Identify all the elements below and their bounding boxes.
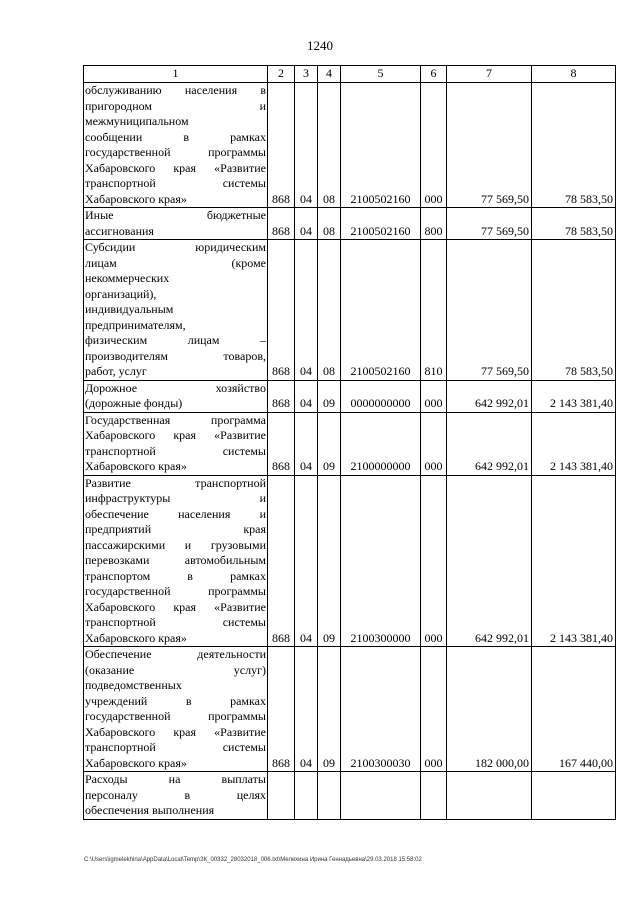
amount-year-2: 2 143 381,40 xyxy=(532,475,616,647)
subsection-code: 09 xyxy=(318,647,341,772)
subsection-code: 08 xyxy=(318,83,341,208)
description-line: Субсидии юридическим xyxy=(85,240,266,254)
expense-type-code: 000 xyxy=(421,475,447,647)
column-header: 8 xyxy=(532,66,616,83)
subsection-code: 09 xyxy=(318,412,341,475)
subsection-code: 08 xyxy=(318,240,341,381)
description-line: Хабаровского края «Развитие xyxy=(85,428,266,442)
expense-description xyxy=(84,772,268,820)
description-line: Хабаровского края «Развитие xyxy=(85,160,266,175)
description-line: государственной программы xyxy=(85,709,266,723)
expense-type-code: 000 xyxy=(421,380,447,412)
expense-description xyxy=(84,475,268,647)
section-code: 04 xyxy=(295,647,318,772)
description-line: обеспечения выполнения xyxy=(85,803,215,817)
budget-table xyxy=(83,65,616,820)
column-header: 2 xyxy=(268,66,295,83)
description-line: индивидуальным xyxy=(85,302,174,316)
expense-type-code: 000 xyxy=(421,83,447,208)
section-code: 04 xyxy=(295,208,318,240)
expense-type-code: 000 xyxy=(421,412,447,475)
description-line: персоналу в целях xyxy=(85,787,266,802)
amount-year-1: 182 000,00 xyxy=(447,647,532,772)
amount-year-2 xyxy=(532,772,616,820)
ministry-code: 868 xyxy=(268,380,295,412)
amount-year-2: 2 143 381,40 xyxy=(532,380,616,412)
expense-description xyxy=(84,208,268,240)
description-line: сообщении в рамках xyxy=(85,129,266,144)
ministry-code: 868 xyxy=(268,240,295,381)
table-row xyxy=(84,772,616,820)
target-item-code: 0000000000 xyxy=(341,380,421,412)
description-line: некоммерческих xyxy=(85,271,170,285)
amount-year-2: 2 143 381,40 xyxy=(532,412,616,475)
description-line: организаций), xyxy=(85,286,157,301)
ministry-code: 868 xyxy=(268,412,295,475)
table-row xyxy=(84,475,616,647)
description-line: (дорожные фонды) xyxy=(85,396,183,410)
ministry-code: 868 xyxy=(268,83,295,208)
ministry-code: 868 xyxy=(268,208,295,240)
description-line: физическим лицам – xyxy=(85,333,266,347)
table-row xyxy=(84,208,616,240)
subsection-code xyxy=(318,772,341,820)
target-item-code xyxy=(341,772,421,820)
amount-year-2: 78 583,50 xyxy=(532,208,616,240)
expense-type-code: 810 xyxy=(421,240,447,381)
amount-year-1: 77 569,50 xyxy=(447,208,532,240)
description-line: работ, услуг xyxy=(85,364,147,378)
description-line: транспортной системы xyxy=(85,615,266,629)
column-header: 3 xyxy=(295,66,318,83)
description-line: подведомственных xyxy=(85,678,182,692)
amount-year-2: 78 583,50 xyxy=(532,240,616,381)
table-row xyxy=(84,380,616,412)
description-line: Расходы на выплаты xyxy=(85,772,266,786)
target-item-code: 2100300030 xyxy=(341,647,421,772)
description-line: предпринимателям, xyxy=(85,317,186,332)
subsection-code: 09 xyxy=(318,380,341,412)
description-line: Хабаровского края» xyxy=(85,459,187,473)
subsection-code: 09 xyxy=(318,475,341,647)
expense-description xyxy=(84,412,268,475)
amount-year-1 xyxy=(447,772,532,820)
description-line: Развитие транспортной xyxy=(85,475,266,490)
amount-year-2: 167 440,00 xyxy=(532,647,616,772)
description-line: (оказание услуг) xyxy=(85,662,266,677)
expense-description xyxy=(84,380,268,412)
column-header: 4 xyxy=(318,66,341,83)
description-line: пригородном и xyxy=(85,98,266,113)
column-header: 7 xyxy=(447,66,532,83)
column-header: 6 xyxy=(421,66,447,83)
section-code: 04 xyxy=(295,412,318,475)
description-line: транспортом в рамках xyxy=(85,568,266,583)
table-row xyxy=(84,83,616,208)
column-header: 1 xyxy=(84,66,268,83)
amount-year-1: 77 569,50 xyxy=(447,83,532,208)
description-line: перевозками автомобильным xyxy=(85,553,266,567)
section-code xyxy=(295,772,318,820)
description-line: инфраструктуры и xyxy=(85,491,266,505)
description-line: Хабаровского края «Развитие xyxy=(85,724,266,739)
section-code: 04 xyxy=(295,380,318,412)
expense-description xyxy=(84,647,268,772)
description-line: Государственная программа xyxy=(85,412,266,427)
ministry-code: 868 xyxy=(268,475,295,647)
expense-type-code: 800 xyxy=(421,208,447,240)
section-code: 04 xyxy=(295,240,318,381)
expense-description xyxy=(84,240,268,381)
expense-type-code: 000 xyxy=(421,647,447,772)
ministry-code xyxy=(268,772,295,820)
table-row xyxy=(84,412,616,475)
description-line: транспортной системы xyxy=(85,740,266,754)
description-line: лицам (кроме xyxy=(85,255,266,270)
description-line: транспортной системы xyxy=(85,176,266,190)
description-line: ассигнования xyxy=(85,223,154,238)
amount-year-1: 77 569,50 xyxy=(447,240,532,381)
description-line: Дорожное хозяйство xyxy=(85,380,266,395)
column-header: 5 xyxy=(341,66,421,83)
ministry-code: 868 xyxy=(268,647,295,772)
description-line: учреждений в рамках xyxy=(85,693,266,708)
section-code: 04 xyxy=(295,475,318,647)
description-line: межмуниципальном xyxy=(85,114,189,128)
expense-type-code xyxy=(421,772,447,820)
amount-year-2: 78 583,50 xyxy=(532,83,616,208)
amount-year-1: 642 992,01 xyxy=(447,380,532,412)
page-number: 1240 xyxy=(307,38,333,53)
section-code: 04 xyxy=(295,83,318,208)
description-line: государственной программы xyxy=(85,145,266,159)
description-line: Хабаровского края» xyxy=(85,630,187,645)
description-line: Иные бюджетные xyxy=(85,208,266,222)
description-line: транспортной системы xyxy=(85,443,266,458)
table-row xyxy=(84,240,616,381)
description-line: пассажирскими и грузовыми xyxy=(85,537,266,552)
description-line: Хабаровского края» xyxy=(85,755,187,770)
description-line: обеспечение населения и xyxy=(85,506,266,521)
file-path-footer: C:\Users\igmelekhina\AppData\Local\Temp\ЗК_00332_28032018_006.txt\Мелехина Ирина Геннадьевна\29.03.2018 15:58:02 xyxy=(84,857,422,863)
amount-year-1: 642 992,01 xyxy=(447,412,532,475)
expense-description xyxy=(84,83,268,208)
description-line: предприятий края xyxy=(85,522,266,536)
amount-year-1: 642 992,01 xyxy=(447,475,532,647)
description-line: Обеспечение деятельности xyxy=(85,647,266,661)
table-row xyxy=(84,647,616,772)
description-line: Хабаровского края «Развитие xyxy=(85,599,266,614)
description-line: Хабаровского края» xyxy=(85,191,187,206)
target-item-code: 2100502160 xyxy=(341,83,421,208)
target-item-code: 2100502160 xyxy=(341,240,421,381)
description-line: производителям товаров, xyxy=(85,348,266,363)
description-line: обслуживанию населения в xyxy=(85,83,266,97)
target-item-code: 2100300000 xyxy=(341,475,421,647)
target-item-code: 2100000000 xyxy=(341,412,421,475)
subsection-code: 08 xyxy=(318,208,341,240)
column-number-header xyxy=(84,66,616,83)
target-item-code: 2100502160 xyxy=(341,208,421,240)
description-line: государственной программы xyxy=(85,584,266,598)
